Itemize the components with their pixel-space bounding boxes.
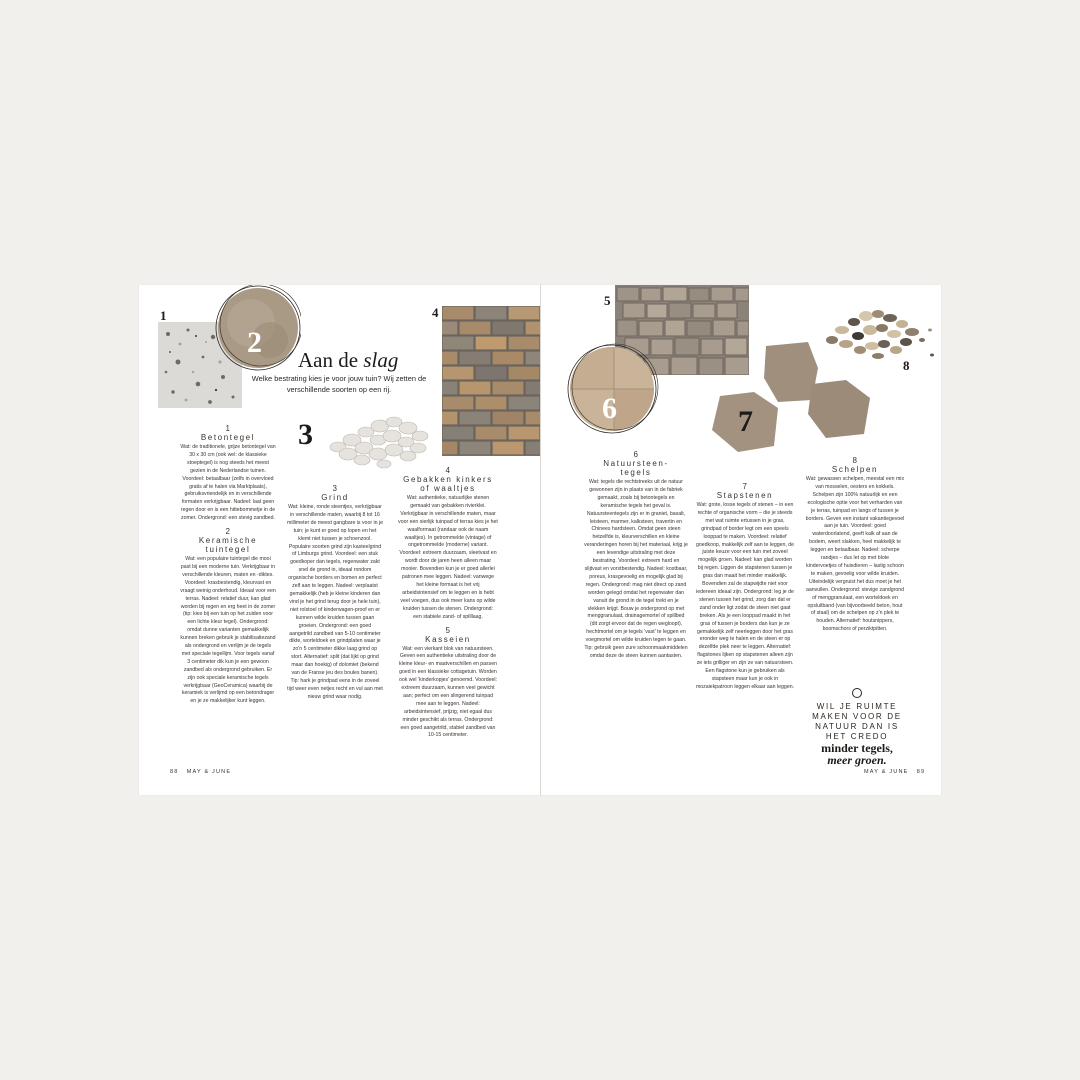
section-title: Keramische tuintegel (198, 536, 258, 555)
quote-serif-line1: minder tegels, (821, 741, 893, 755)
section-title: Schelpen (831, 465, 879, 474)
section-title: Betontegel (200, 433, 256, 442)
folio-label: MAY & JUNE (186, 769, 232, 775)
column-left-1 (180, 424, 276, 709)
section-title: Stapstenen (716, 491, 774, 500)
section-number: 8 (852, 456, 858, 465)
section-number: 1 (225, 424, 231, 433)
section-text: Wat: een populaire tuintegel die mooi past bij een moderne tuin. Verkrijgbaar in verschillende kleuren, maten en -diktes. Voordeel: krasbestendig, kleurvast en vraagt weinig onderhoud. Ideaal voor een terras. Nadeel: relatief duur, kan glad worden bij regen en erg heet in de zomer (tip: kies bij een tuin op het zuiden voor een lichte kleur tegel). Ondergrond: omdat dunne varianten gemakkelijk kunnen breken gebruik je stabilisatiezand als ondergrond en verlijm je de tegels met speciale tegellijm. Voor tegels vanaf 3 centimeter dik kun je een gewoon zandbed als ondergrond gebruiken. Er zijn ook speciale keramische tegels verkrijgbaar (GeoCeramica) waarbij de keramiek is verlijmd op een betondrager en je ze makkelijker kunt leggen. (180, 556, 276, 705)
section-number: 4 (445, 466, 451, 475)
spine-divider (540, 285, 541, 795)
section-text: Wat: een vierkant blok van natuursteen. Geven een authentieke uitstraling door de kleine kleur- en maatverschillen en passen goed in een klassieke cottagetuin. Worden ook wel 'kinderkopjes' genoemd. Voordeel: extreem duurzaam, kunnen veel gewicht aan; perfect om een slingerend tuinpad mee aan te leggen. Nadeel: arbeidsintensief, prijzig, niet egaal dus minder geschikt als terras. Ondergrond: een goed aangetrild, stabiel zandbed van 10-15 centimeter. (398, 645, 498, 739)
section-number: 6 (633, 450, 639, 459)
section-title: Grind (321, 493, 349, 502)
headline-italic: slag (363, 348, 399, 372)
column-left-2 (287, 484, 383, 705)
section-text: Wat: authentieke, natuurlijke stenen gemaakt van gebakken rivierklei. Verkrijgbaar in verschillende maten, maar voor een sierlijk tuinpad of terras kies je het waalformaat (randaar ook de naam waaltjes). In getrommelde (vintage) of ongetrommelde (moderne) variant. Voordeel: extreem duurzaam, sleetvast en wordt door de jaren heen alleen maar mooier. Bovendien kun je er goed allerlei patronen mee leggen. Nadeel: vanwege het kleine formaat is het vrij arbeidsintensief om te leggen en is hebt veel voegen, dus ook meer kans op wilde kruiden tussen de stenen. Ondergrond: een stabiele zand- of spilllaag. (398, 495, 498, 620)
figure-number-7: 7 (738, 405, 753, 438)
section-text: Wat: de traditionele, grijze betontegel van 30 x 30 cm (ook wel: de klassieke stoeptegel) is nog steeds het meest gezien in de Nederlandse tuinen. Voordeel: betaalbaar (zelfs in overvloed gratis af te halen via Marktplaats), gebruiksvriendelijk en in verschillende formaten verkrijgbaar. Nadeel: laat geen regen door en is een hittebommetje in de zomer. Ondergrond: een stevig zandbed. (180, 444, 276, 522)
section-title: Gebakken kinkers of waaltjes (403, 475, 493, 493)
column-right-2 (695, 482, 795, 695)
section-text: Wat: tegels die rechtstreeks uit de natuur gewonnen zijn in plaats van in de fabriek gemaakt, zoals bij betontegels en keramische tegels het geval is. Natuursteentegels zijn er in graniet, basalt, leisteen, marmer, kalksteen, travertin en Chinees hardsteen. Omdat geen steen hetzelfde is, kleurverschillen en kleine veranderingen horen bij het materiaal, krijg je een levendige uitstraling met deze bestrating. Voordeel: extreem hard en slijtvast en vorstbestendig. Nadeel: kostbaar, poreus, krasgevoelig en mogelijk glad bij regen. Ondergrond: mag niet direct op zand worden gelegd omdat het regenwater dan vanuit de grond in de tegel trekt en je vlekken krijgt. Bouw je ondergrond op met menggranulaat, drainagemortel of spillbed (dit zorgt ervoor dat de regen wegloopt), hechtmortel om je tegels 'vast' te leggen en voegmortel om wilde kruiden tegen te gaan. Tip: gebruik geen zure schoonmaakmiddelen omdat deze de steen kunnen aantasten. (584, 479, 688, 659)
brick-pavers-image (442, 306, 540, 456)
quote-icon (852, 688, 862, 698)
figure-number-4: 4 (432, 305, 439, 320)
section-number: 7 (742, 482, 748, 491)
section-number: 3 (332, 484, 338, 493)
column-right-3 (805, 456, 905, 637)
column-right-1 (584, 450, 688, 664)
section-title: Kasseien (425, 634, 471, 644)
shells-image (812, 300, 938, 370)
section-title: Natuursteen-tegels (603, 459, 669, 477)
page-headline (298, 348, 398, 373)
figure-number-2: 2 (247, 326, 262, 359)
figure-number-8: 8 (903, 358, 910, 373)
figure-number-3: 3 (298, 418, 313, 451)
intro-text: Welke bestrating kies je voor jouw tuin? Wij zetten de verschillende soorten op een rij. (251, 374, 427, 394)
figure-number-6: 6 (602, 392, 617, 425)
section-text: Wat: kleine, ronde steentjes, verkrijgbaar in verschillende maten, waarbij 8 tot 16 millimeter de meest gangbare is voor in je tuin; je kunt er goed op lopen en het klemt niet tussen je schoenzool. Populaire soorten grind zijn kasteelgrind of Limburgs grind. Voordeel: een stuk goedkoper dan tegels, regenwater zakt snel de grond in, ideaal rondom organische borders en bomen en perfect zelf aan te leggen. Nadeel: verplaatst gemakkelijk (heb je kleine kinderen dan vind je het grind terug door je hele tuin), niet rolstoel of kinderwagen-proof en er kunnen wilde kruiden tussen gaan groeien. Ondergrond: een goed aangetrild zandbed van 5-10 centimeter dikte, worteldoek en grindplaten waar je zo'n 5 centimeter dikke laag grind op stort. Alternatief: split (dat lijkt op grind maar dan hoekig) of dolomiet (bekend van de Franse jeu des boules banen). Tip: hark je grindpad eens in de zoveel tijd weer even netjes recht en vul aan met nieuw grind waar nodig. (287, 504, 384, 700)
folio-label: MAY & JUNE (864, 769, 909, 775)
figure-number-1: 1 (160, 308, 167, 323)
quote-caps: WIL JE RUIMTE MAKEN VOOR DE NATUUR DAN IS HET CREDO (812, 702, 902, 741)
headline-prefix: Aan de (298, 348, 364, 372)
section-number: 2 (225, 527, 231, 537)
page-number: 89 (916, 769, 926, 775)
section-text: Wat: grote, losse tegels of stenen – in een rechte of organische vorm – die je steeds met wat ruimte ertussen in je gras, grindpad of border legt om een speels looppad te maken. Voordeel: relatief goedkoop, makkelijk zelf aan te leggen, de juiste keuze voor een tuin met zoveel mogelijk groen. Nadeel: kan glad worden bij regen. Liggen de stapstenen tussen je gras dan maait het minder makkelijk. Bovendien zal de stapwijdte niet voor iedereen ideaal zijn. Ondergrond: leg je de stenen tussen het grind, zorg dan dat er zand onder ligt zodat de steen niet gaat breken. Als je een looppad maakt in het gras of tussen je borders dan kun je ze gemakkelijk zelf neerleggen door het gras eronder weg te halen en de steen er op dezelfde plek neer te leggen. Alternatief: flagstones lijken op stapstenen alleen zijn ze iets grilliger en zijn ze van natuursteen. Een flagstone kun je gebruiken als stapsteen maar kun je ook in mozaiekpatroon leggen elkaar aan leggen. (695, 502, 795, 690)
quote-serif-line2 (812, 754, 902, 766)
quote-serif-italic: meer groen. (827, 753, 887, 767)
column-left-3 (398, 466, 498, 743)
figure-number-5: 5 (604, 293, 611, 308)
white-pebbles-image (318, 402, 436, 472)
pull-quote (812, 688, 902, 766)
section-text: Wat: gewassen schelpen, meestal een mix van mosselen, oesters en kokkels. Schelpen zijn 100% natuurlijk en een ecologische optie voor het verharden van je terras, tuinpad en langs of tussen je borders. Geven een instant vakantiegevoel aan je tuin. Voordeel: goed waterdoorlatend, geeft kalk af aan de bodem, weert slakken, heel makkelijk te leggen en betaalbaar. Nadeel: scherpe randjes – dus let op met blote kindervoetjes of huisdieren – lastig schoon te maken, gevoelig voor wilde kruiden. Uiteindelijk vergruist het dus moet je het aanvullen. Ondergrond: stevige zandgrond of menggranulaat, een worteldoek en opsluitband (van bijvoorbeeld beton, hout of staal) om de schelpen op z'n plek te houden. Alternatief: houtsnippers, boomschors of perziktpitten. (805, 476, 905, 633)
page-number: 88 (170, 769, 179, 775)
folio-right (864, 769, 925, 775)
section-number: 5 (445, 625, 451, 635)
folio-left (170, 769, 231, 775)
